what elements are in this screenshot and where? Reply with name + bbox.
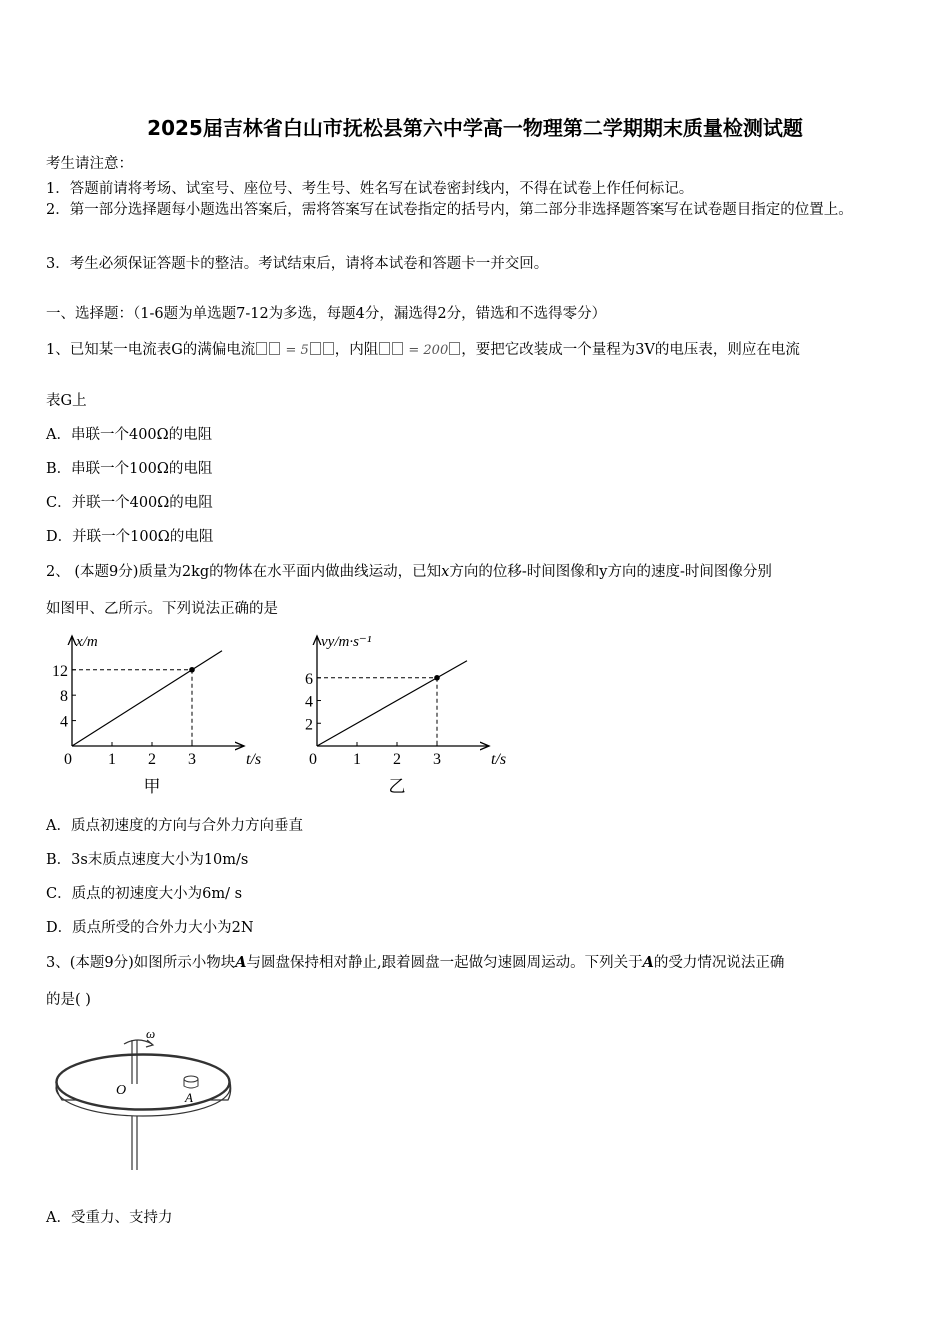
q2-option-a: A．质点初速度的方向与合外力方向垂直 [46, 818, 303, 834]
section-heading: 一、选择题：（1-6题为单选题7-12为多选，每题4分，漏选得2分，错选和不选得零分） [46, 306, 607, 322]
y-tick-label: 12 [52, 662, 68, 680]
y-axis-label: x/m [76, 634, 98, 650]
current-formula [255, 343, 334, 358]
q2-stem-x: x [441, 564, 450, 580]
chart-title: 甲 [143, 777, 161, 796]
q3-stem-a-label-2: A [642, 954, 654, 971]
q1-option-c: C．并联一个400Ω的电阻 [46, 495, 213, 511]
block-a-label: A [185, 1090, 193, 1105]
x-axis-label: t/s [246, 751, 262, 768]
q3-stem-a-label: A [235, 954, 247, 971]
data-point [189, 667, 195, 673]
q2-stem-part-b: 方向的位移-时间图像和y方向的速度-时间图像分别 [449, 564, 772, 580]
q3-stem-part-b: 与圆盘保持相对静止,跟着圆盘一起做匀速圆周运动。下列关于 [246, 955, 643, 971]
q1-option-a: A．串联一个400Ω的电阻 [46, 427, 213, 443]
y-tick-label: 4 [60, 713, 68, 731]
q1-option-d: D．并联一个100Ω的电阻 [46, 529, 214, 545]
question-3-stem [46, 951, 784, 972]
x-axis-label: t/s [491, 751, 507, 768]
rotating-disc-figure [48, 1022, 238, 1177]
q3-stem-part-d: 的是( ) [46, 992, 91, 1008]
question-1-stem [46, 338, 800, 359]
q2-option-c: C．质点的初速度大小为6m/ s [46, 886, 243, 902]
center-label: O [116, 1083, 127, 1098]
q2-option-d: D．质点所受的合外力大小为2N [46, 920, 254, 936]
resistance-formula-text: = 200 [408, 343, 449, 358]
y-tick-label: 2 [305, 716, 313, 734]
notice-item-3: 3．考生必须保证答题卡的整洁。考试结束后，请将本试卷和答题卡一并交回。 [46, 256, 549, 272]
resistance-formula [378, 343, 461, 358]
x-tick-label: 3 [433, 751, 441, 768]
series-line [72, 651, 222, 746]
x-tick-label: 1 [108, 751, 116, 768]
q2-option-b: B．3s末质点速度大小为10m/s [46, 852, 249, 868]
notice-item-2: 2．第一部分选择题每小题选出答案后，需将答案写在试卷指定的括号内，第二部分非选择题答案写在试卷题目指定的位置上。 [46, 202, 853, 218]
x-tick-label: 2 [393, 751, 401, 768]
chart-x-t [40, 628, 270, 800]
data-point [434, 675, 440, 681]
q3-option-a: A．受重力、支持力 [46, 1210, 173, 1226]
y-tick-label: 6 [305, 670, 313, 688]
y-axis-label: vy/m·s⁻¹ [321, 634, 372, 650]
q1-option-b: B．串联一个100Ω的电阻 [46, 461, 213, 477]
chart-title: 乙 [388, 777, 406, 796]
x-tick-label: 1 [353, 751, 361, 768]
q1-stem-part-a: 1、已知某一电流表G的满偏电流 [46, 342, 256, 358]
x-tick-label: 0 [64, 751, 72, 768]
omega-label: ω [146, 1026, 156, 1041]
q1-stem-part-d: 表G上 [46, 393, 87, 409]
q1-stem-part-b: ，内阻 [334, 342, 379, 358]
x-tick-label: 2 [148, 751, 156, 768]
q3-stem-part-c: 的受力情况说法正确 [653, 955, 785, 971]
q2-stem-part-a: 2、 (本题9分)质量为2kg的物体在水平面内做曲线运动，已知 [46, 564, 442, 580]
y-tick-label: 8 [60, 688, 68, 706]
q2-stem-part-c: 如图甲、乙所示。下列说法正确的是 [46, 601, 278, 617]
page-title: 2025届吉林省白山市抚松县第六中学高一物理第二学期期末质量检测试题 [147, 116, 803, 140]
q1-stem-part-c: ，要把它改装成一个量程为3V的电压表，则应在电流 [461, 342, 800, 358]
x-tick-label: 3 [188, 751, 196, 768]
block-a-top [184, 1076, 198, 1082]
chart-vy-t [285, 628, 515, 800]
series-line [317, 661, 467, 746]
y-tick-label: 4 [305, 693, 313, 711]
notice-heading: 考生请注意： [46, 156, 133, 172]
q3-stem-part-a: 3、(本题9分)如图所示小物块 [46, 955, 236, 971]
current-formula-text: = 5 [285, 343, 309, 358]
question-2-stem [46, 560, 772, 581]
notice-item-1: 1．答题前请将考场、试室号、座位号、考生号、姓名写在试卷密封线内，不得在试卷上作任何标记。 [46, 181, 694, 197]
x-tick-label: 0 [309, 751, 317, 768]
disc-top-cover [57, 1055, 229, 1109]
